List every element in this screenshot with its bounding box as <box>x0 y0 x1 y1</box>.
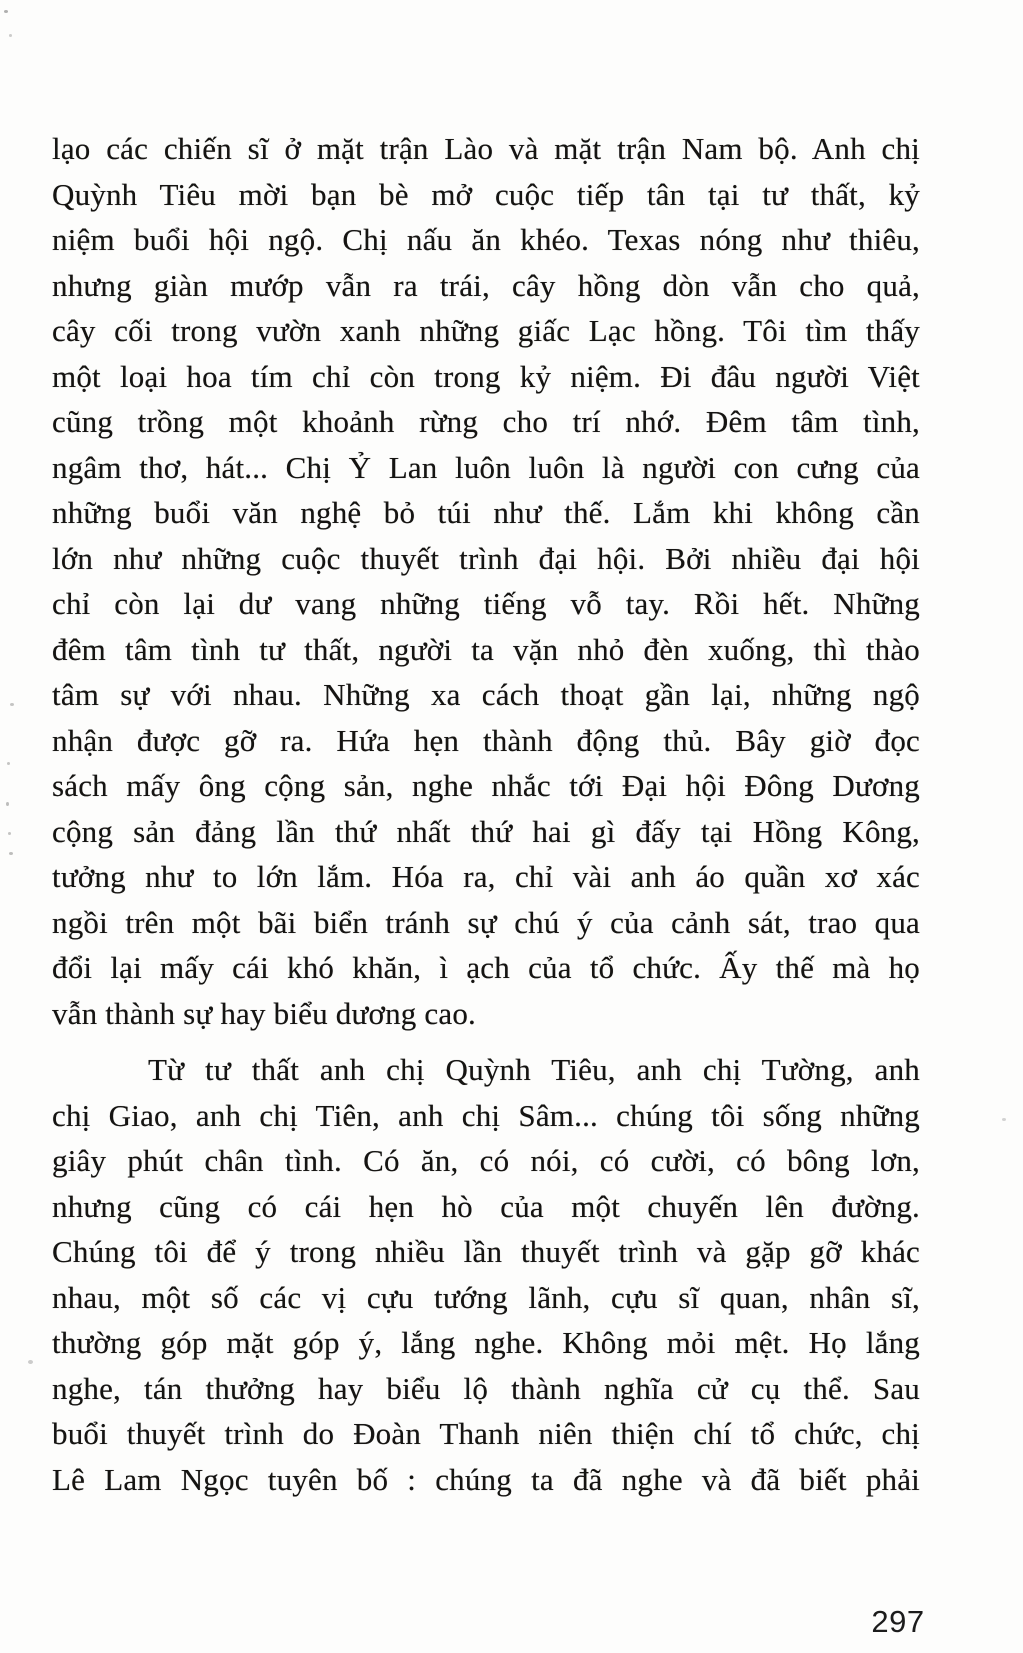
scan-speck <box>1002 1118 1006 1121</box>
page-number: 297 <box>871 1604 925 1639</box>
page-text-block <box>52 126 920 1502</box>
text-line: tâm sự với nhau. Những xa cách thoạt gần lại, những ngộ <box>52 677 920 712</box>
text-line: nhưng giàn mướp vẫn ra trái, cây hồng dòn vẫn cho quả, <box>52 267 920 303</box>
text-line: nhưng cũng có cái hẹn hò của một chuyến lên đường. <box>52 1188 920 1224</box>
text-line: chỉ còn lại dư vang những tiếng vỗ tay. Rồi hết. Những <box>52 586 920 621</box>
text-line: lạo các chiến sĩ ở mặt trận Lào và mặt trận Nam bộ. Anh chị <box>52 131 920 166</box>
text-line: nhau, một số các vị cựu tướng lãnh, cựu sĩ quan, nhân sĩ, <box>52 1279 920 1315</box>
scan-speck <box>4 10 8 13</box>
text-line: một loại hoa tím chỉ còn trong kỷ niệm. Đi đâu người Việt <box>52 358 920 394</box>
text-line: đổi lại mấy cái khó khăn, ì ạch của tổ chức. Ấy thế mà họ <box>52 950 920 985</box>
text-line: ngâm thơ, hát... Chị Ỷ Lan luôn luôn là người con cưng của <box>52 449 920 485</box>
text-line: tưởng như to lớn lắm. Hóa ra, chỉ vài anh áo quần xơ xác <box>52 859 920 894</box>
scan-speck <box>8 832 11 835</box>
scan-speck <box>28 1360 33 1364</box>
text-line: cũng trồng một khoảnh rừng cho trí nhớ. Đêm tâm tình, <box>52 404 920 439</box>
text-line: giây phút chân tình. Có ăn, có nói, có cười, có bông lơn, <box>52 1143 920 1178</box>
paragraph <box>52 126 920 1036</box>
scan-speck <box>9 852 13 855</box>
scan-speck <box>10 703 14 706</box>
text-line: Từ tư thất anh chị Quỳnh Tiêu, anh chị Tường, anh <box>148 1052 920 1087</box>
text-line: cây cối trong vườn xanh những giấc Lạc hồng. Tôi tìm thấy <box>52 313 920 348</box>
scan-speck <box>9 34 12 37</box>
text-line: niệm buổi hội ngộ. Chị nấu ăn khéo. Texas nóng như thiêu, <box>52 222 920 257</box>
scan-speck <box>6 802 9 806</box>
text-line: đêm tâm tình tư thất, người ta vặn nhỏ đèn xuống, thì thào <box>52 631 920 667</box>
paragraph <box>52 1047 920 1502</box>
text-line: sách mấy ông cộng sản, nghe nhắc tới Đại hội Đông Dương <box>52 768 920 803</box>
text-line: ngồi trên một bãi biển tránh sự chú ý của cảnh sát, trao qua <box>52 904 920 940</box>
text-line: buổi thuyết trình do Đoàn Thanh niên thiện chí tổ chức, chị <box>52 1416 920 1451</box>
text-line: chị Giao, anh chị Tiên, anh chị Sâm... chúng tôi sống những <box>52 1097 920 1133</box>
text-line: những buổi văn nghệ bỏ túi như thế. Lắm khi không cần <box>52 495 920 530</box>
text-line: vẫn thành sự hay biểu dương cao. <box>52 995 476 1031</box>
text-line: nghe, tán thưởng hay biểu lộ thành nghĩa cử cụ thể. Sau <box>52 1370 920 1406</box>
text-line: nhận được gỡ ra. Hứa hẹn thành động thủ. Bây giờ đọc <box>52 722 920 758</box>
text-line: thường góp mặt góp ý, lắng nghe. Không mỏi mệt. Họ lắng <box>52 1325 920 1360</box>
text-line: Chúng tôi để ý trong nhiều lần thuyết trình và gặp gỡ khác <box>52 1234 920 1269</box>
scan-speck <box>7 762 10 765</box>
text-line: Lê Lam Ngọc tuyên bố : chúng ta đã nghe và đã biết phải <box>52 1461 920 1497</box>
text-line: cộng sản đảng lần thứ nhất thứ hai gì đấy tại Hồng Kông, <box>52 813 920 849</box>
text-line: lớn như những cuộc thuyết trình đại hội. Bởi nhiều đại hội <box>52 540 920 576</box>
text-line: Quỳnh Tiêu mời bạn bè mở cuộc tiếp tân tại tư thất, kỷ <box>52 176 920 212</box>
